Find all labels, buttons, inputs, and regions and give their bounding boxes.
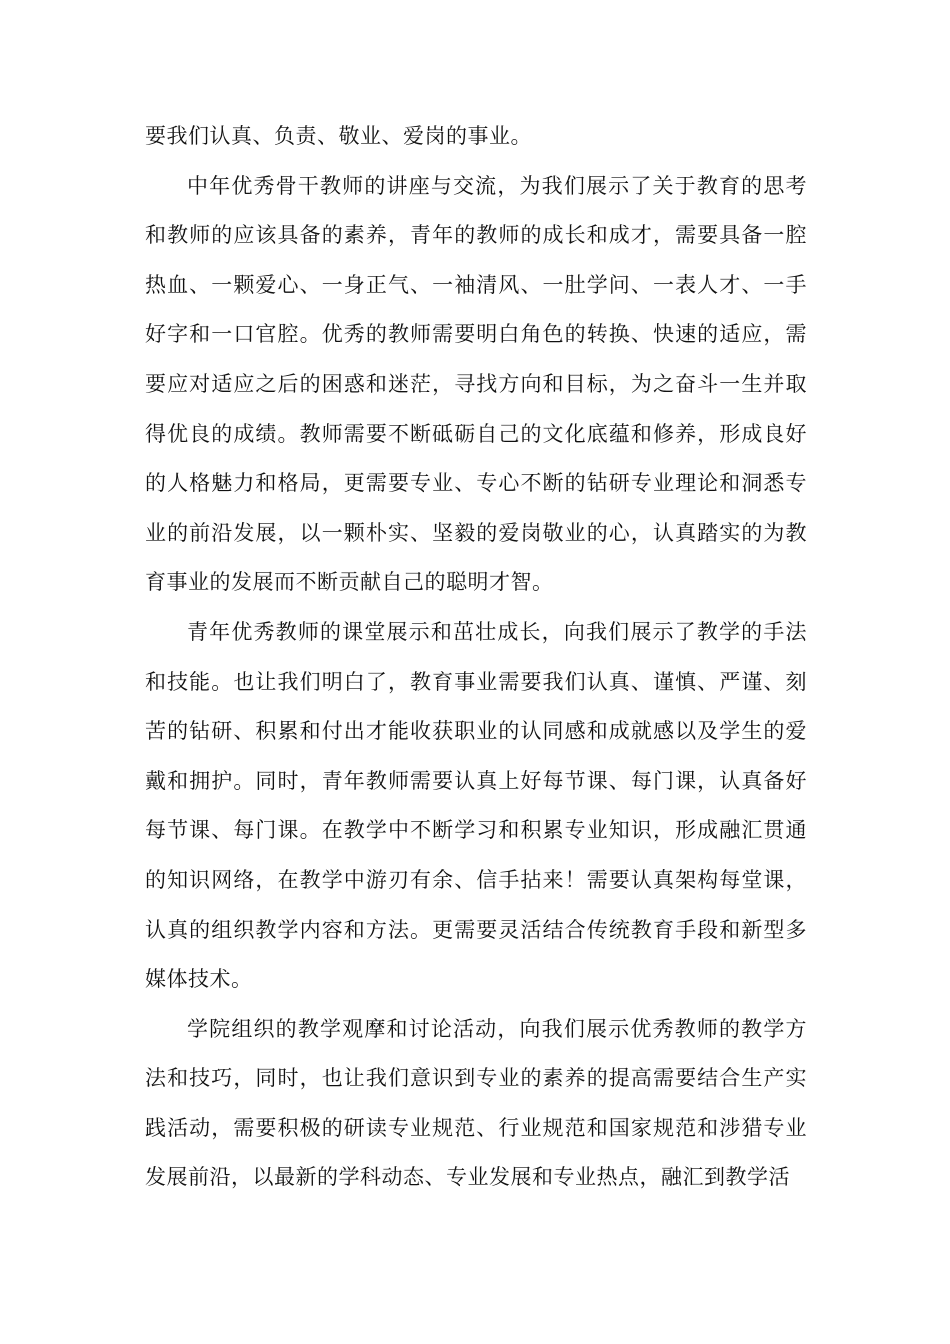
paragraph-continuation: 要我们认真、负责、敬业、爱岗的事业。 [145, 124, 532, 148]
paragraph-young-teachers: 青年优秀教师的课堂展示和茁壮成长，向我们展示了教学的手法和技能。也让我们明白了，教育事业需要我们认真、谨慎、严谨、刻苦的钻研、积累和付出才能收获职业的认同感和成就感以及学生的爱戴和拥护。同时，青年教师需要认真上好每节课、每门课，认真备好每节课、每门课。在教学中不断学习和积累专业知识，形成融汇贯通的知识网络，在教学中游刃有余、信手拈来！需要认真架构每堂课，认真的组织教学内容和方法。更需要灵活结合传统教育手段和新型多媒体技术。 [145, 619, 807, 992]
paragraph-teaching-observation: 学院组织的教学观摩和讨论活动，向我们展示优秀教师的教学方法和技巧，同时，也让我们意识到专业的素养的提高需要结合生产实践活动，需要积极的研读专业规范、行业规范和国家规范和涉猎专业发展前沿，以最新的学科动态、专业发展和专业热点，融汇到教学活 [145, 1016, 807, 1190]
document-body [145, 112, 807, 1203]
paragraph-mid-career-teachers: 中年优秀骨干教师的讲座与交流，为我们展示了关于教育的思考和教师的应该具备的素养，青年的教师的成长和成才，需要具备一腔热血、一颗爱心、一身正气、一袖清风、一肚学问、一表人才、一手好字和一口官腔。优秀的教师需要明白角色的转换、快速的适应，需要应对适应之后的困惑和迷茫，寻找方向和目标，为之奋斗一生并取得优良的成绩。教师需要不断砥砺自己的文化底蕴和修养，形成良好的人格魅力和格局，更需要专业、专心不断的钻研专业理论和洞悉专业的前沿发展，以一颗朴实、坚毅的爱岗敬业的心，认真踏实的为教育事业的发展而不断贡献自己的聪明才智。 [145, 173, 807, 595]
